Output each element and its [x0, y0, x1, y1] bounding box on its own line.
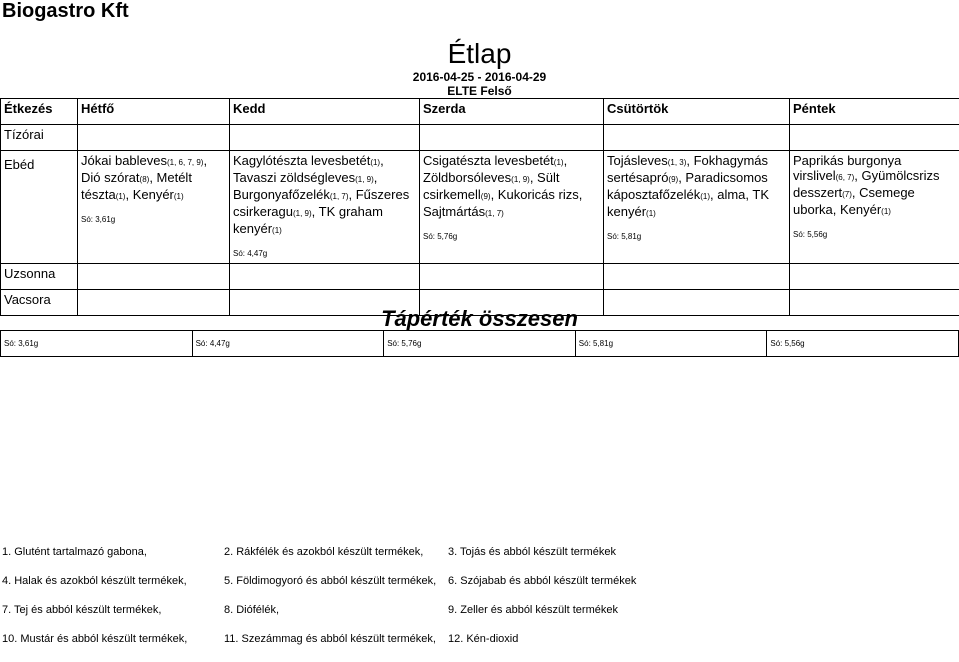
nutrition-thursday: Só: 5,81g: [575, 331, 767, 357]
allergen-item: 1. Glutént tartalmazó gabona,: [2, 546, 147, 558]
nutrition-monday: Só: 3,61g: [1, 331, 193, 357]
nutrition-row: [1, 331, 959, 357]
header-row: [1, 99, 959, 125]
salt-value: Só: 4,47g: [233, 246, 416, 261]
row-label-vacsora: Vacsora: [1, 290, 78, 316]
page-title: Étlap: [0, 38, 959, 70]
allergen-item: 3. Tojás és abból készült termékek: [448, 546, 616, 558]
header-wednesday: Szerda: [420, 99, 604, 125]
allergen-item: 8. Diófélék,: [224, 604, 279, 616]
allergen-item: 11. Szezámmag és abból készült termékek,: [224, 633, 436, 645]
menu-table: [0, 98, 959, 316]
nutrition-wednesday: Só: 5,76g: [384, 331, 576, 357]
dish-text: Jókai bableves(1, 6, 7, 9), Dió szórat(8), Metélt tészta(1), Kenyér(1): [81, 153, 226, 204]
header-thursday: Csütörtök: [604, 99, 790, 125]
allergen-item: 4. Halak és azokból készült termékek,: [2, 575, 187, 587]
allergen-row: [2, 633, 957, 662]
lunch-monday: [78, 151, 230, 264]
allergen-row: [2, 575, 957, 604]
salt-value: Só: 5,56g: [793, 227, 956, 242]
nutrition-title: Tápérték összesen: [0, 306, 959, 332]
date-range: 2016-04-25 - 2016-04-29: [0, 70, 959, 84]
salt-value: Só: 3,61g: [81, 212, 226, 227]
title-block: [0, 38, 959, 98]
header-tuesday: Kedd: [230, 99, 420, 125]
salt-value: Só: 5,76g: [423, 229, 600, 244]
nutrition-tuesday: Só: 4,47g: [192, 331, 384, 357]
allergen-row: [2, 604, 957, 633]
nutrition-table: [0, 330, 959, 357]
dish-text: Kagylótészta levesbetét(1), Tavaszi zöldségleves(1, 9), Burgonyafőzelék(1, 7), Fűszeres csirkeragu(1, 9), TK graham kenyér(1): [233, 153, 416, 238]
lunch-tuesday: [230, 151, 420, 264]
allergen-item: 12. Kén-dioxid: [448, 633, 518, 645]
allergen-item: 7. Tej és abból készült termékek,: [2, 604, 161, 616]
row-tizorai: [1, 125, 959, 151]
allergen-item: 10. Mustár és abból készült termékek,: [2, 633, 187, 645]
allergen-item: 2. Rákfélék és azokból készült termékek,: [224, 546, 423, 558]
header-meal: Étkezés: [1, 99, 78, 125]
dish-text: Tojásleves(1, 3), Fokhagymás sertésapró(9), Paradicsomos káposztafőzelék(1), alma, TK kenyér(1): [607, 153, 786, 221]
allergen-item: 9. Zeller és abból készült termékek: [448, 604, 618, 616]
allergen-item: 5. Földimogyoró és abból készült termékek,: [224, 575, 436, 587]
header-monday: Hétfő: [78, 99, 230, 125]
allergen-row: [2, 546, 957, 575]
row-ebed: [1, 151, 959, 264]
salt-value: Só: 5,81g: [607, 229, 786, 244]
allergen-list: [2, 546, 957, 662]
lunch-wednesday: [420, 151, 604, 264]
company-name: Biogastro Kft: [2, 0, 129, 23]
header-friday: Péntek: [790, 99, 959, 125]
location: ELTE Felső: [0, 84, 959, 98]
row-label-uzsonna: Uzsonna: [1, 264, 78, 290]
row-label-tizorai: Tízórai: [1, 125, 78, 151]
lunch-friday: [790, 151, 959, 264]
lunch-thursday: [604, 151, 790, 264]
dish-text: Csigatészta levesbetét(1), Zöldborsóleves(1, 9), Sült csirkemell(9), Kukoricás rizs, Sajtmártás(1, 7): [423, 153, 600, 221]
allergen-item: 6. Szójabab és abból készült termékek: [448, 575, 636, 587]
nutrition-friday: Só: 5,56g: [767, 331, 959, 357]
dish-text: Paprikás burgonya virslivel(6, 7), Gyümölcsrizs desszert(7), Csemege uborka, Kenyér(1): [793, 153, 956, 219]
row-uzsonna: [1, 264, 959, 290]
row-label-ebed: Ebéd: [1, 151, 78, 264]
